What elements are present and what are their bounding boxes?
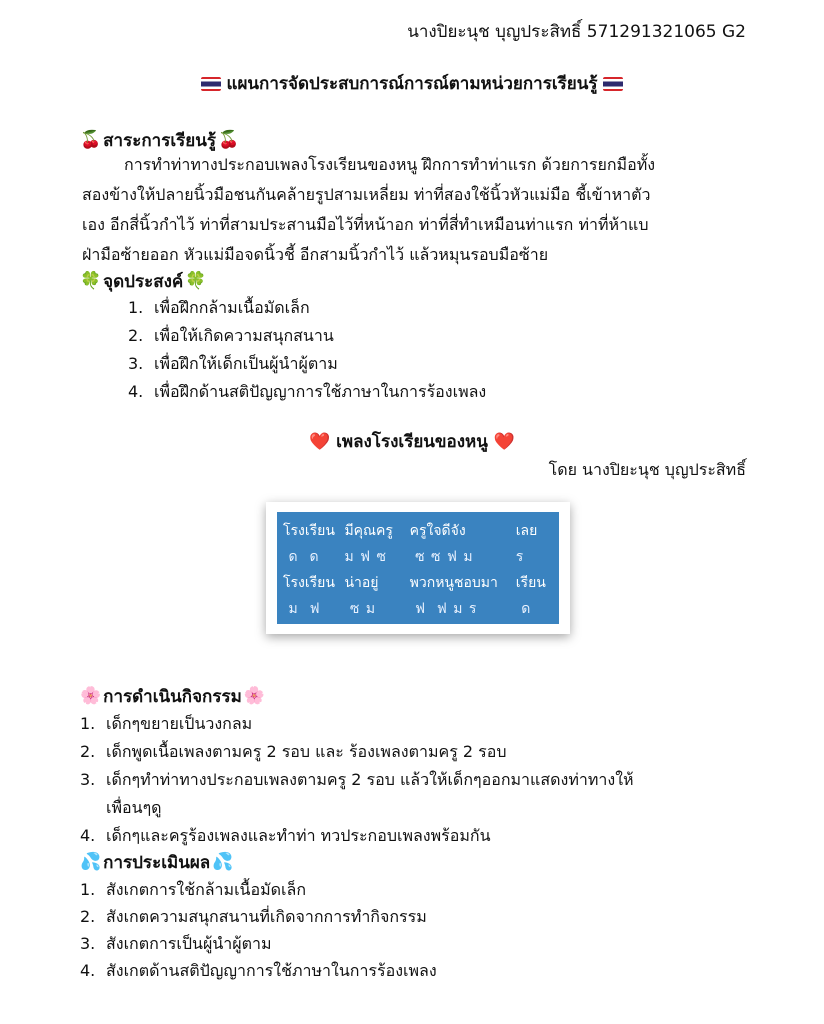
objectives-list bbox=[128, 294, 486, 406]
red-heart-icon: ❤️ bbox=[309, 432, 331, 452]
sweat-droplets-icon: 💦 bbox=[80, 852, 102, 872]
song-lyrics-card bbox=[266, 502, 570, 634]
song-author: โดย นางปิยะนุช บุญประสิทธิ์ bbox=[548, 460, 746, 479]
activities-heading-text: การดำเนินกิจกรรม bbox=[103, 687, 242, 707]
list-item: 4. เพื่อฝึกด้านสติปัญญาการใช้ภาษาในการร้องเพลง bbox=[128, 382, 487, 401]
concept-line: เอง อีกสี่นิ้วกำไว้ ท่าที่สามประสานมือไว้ที่หน้าอก ท่าที่สี่ทำเหมือนท่าแรก ท่าที่ห้าแบ bbox=[82, 215, 649, 234]
sweat-droplets-icon: 💦 bbox=[212, 852, 234, 872]
song-lyrics-panel bbox=[277, 512, 559, 624]
evaluation-heading bbox=[80, 849, 233, 876]
list-item: 3. สังเกตการเป็นผู้นำผู้ตาม bbox=[80, 934, 272, 953]
objectives-heading bbox=[80, 268, 206, 295]
concept-line: สองข้างให้ปลายนิ้วมือชนกันคล้ายรูปสามเหลี่ยม ท่าที่สองใช้นิ้วหัวแม่มือ ชี้เข้าหาตัว bbox=[82, 185, 651, 204]
activities-heading bbox=[80, 683, 265, 710]
list-item: 4. สังเกตด้านสติปัญญาการใช้ภาษาในการร้องเพลง bbox=[80, 961, 437, 980]
concept-heading-text: สาระการเรียนรู้ bbox=[103, 131, 216, 151]
list-item: 2. เด็กพูดเนื้อเพลงตามครู 2 รอบ และ ร้องเพลงตามครู 2 รอบ bbox=[80, 742, 507, 761]
list-item: 1. เด็กๆขยายเป็นวงกลม bbox=[80, 714, 253, 733]
concept-line: ฝ่ามือซ้ายออก หัวแม่มือจดนิ้วชี้ อีกสามนิ้วกำไว้ แล้วหมุนรอบมือซ้าย bbox=[82, 245, 549, 264]
cherry-blossom-icon: 🌸 bbox=[243, 686, 265, 706]
lyrics-row: โรงเรียน น่าอยู่ พวกหนูชอบมา เรียน bbox=[283, 575, 546, 591]
list-item: 3. เด็กๆทำท่าทางประกอบเพลงตามครู 2 รอบ แล้วให้เด็กๆออกมาแสดงท่าทางให้ เพื่อนๆดู bbox=[80, 770, 634, 817]
page-title bbox=[0, 70, 824, 97]
list-item: 2. สังเกตความสนุกสนานที่เกิดจากการทำกิจกรรม bbox=[80, 907, 427, 926]
cherry-blossom-icon: 🌸 bbox=[80, 686, 102, 706]
four-leaf-clover-icon: 🍀 bbox=[80, 271, 102, 291]
list-item: 2. เพื่อให้เกิดความสนุกสนาน bbox=[128, 326, 334, 345]
concept-paragraph bbox=[82, 150, 746, 270]
cherry-icon: 🍒 bbox=[217, 130, 240, 150]
song-title bbox=[0, 428, 824, 455]
notes-row: ด ด ม ฟ ซ ซ ซ ฟ ม ร bbox=[283, 549, 525, 565]
evaluation-heading-text: การประเมินผล bbox=[103, 853, 211, 873]
list-item: 4. เด็กๆและครูร้องเพลงและทำท่า ทวประกอบเพลงพร้อมกัน bbox=[80, 826, 491, 845]
four-leaf-clover-icon: 🍀 bbox=[185, 271, 207, 291]
concept-line: การทำท่าทางประกอบเพลงโรงเรียนของหนู ฝึกการทำท่าแรก ด้วยการยกมือทั้ง bbox=[124, 155, 656, 174]
thai-flag-icon bbox=[201, 77, 221, 91]
activities-list bbox=[80, 710, 750, 850]
author-line: นางปิยะนุช บุญประสิทธิ์ 571291321065 G2 bbox=[407, 22, 746, 42]
evaluation-list bbox=[80, 876, 437, 984]
notes-row: ม ฟ ซ ม ฟ ฟ ม ร ด bbox=[283, 601, 532, 617]
list-item: 1. สังเกตการใช้กล้ามเนื้อมัดเล็ก bbox=[80, 880, 306, 899]
cherry-icon: 🍒 bbox=[80, 130, 102, 150]
red-heart-icon: ❤️ bbox=[493, 432, 515, 452]
list-item: 3. เพื่อฝึกให้เด็กเป็นผู้นำผู้ตาม bbox=[128, 354, 338, 373]
song-title-text: เพลงโรงเรียนของหนู bbox=[336, 432, 488, 452]
thai-flag-icon bbox=[603, 77, 623, 91]
objectives-heading-text: จุดประสงค์ bbox=[103, 272, 184, 292]
lyrics-row: โรงเรียน มีคุณครู ครูใจดีจัง เลย bbox=[283, 523, 538, 539]
title-text: แผนการจัดประสบการณ์การณ์ตามหน่วยการเรียนรู้ bbox=[226, 74, 598, 94]
list-item: 1. เพื่อฝึกกล้ามเนื้อมัดเล็ก bbox=[128, 298, 310, 317]
